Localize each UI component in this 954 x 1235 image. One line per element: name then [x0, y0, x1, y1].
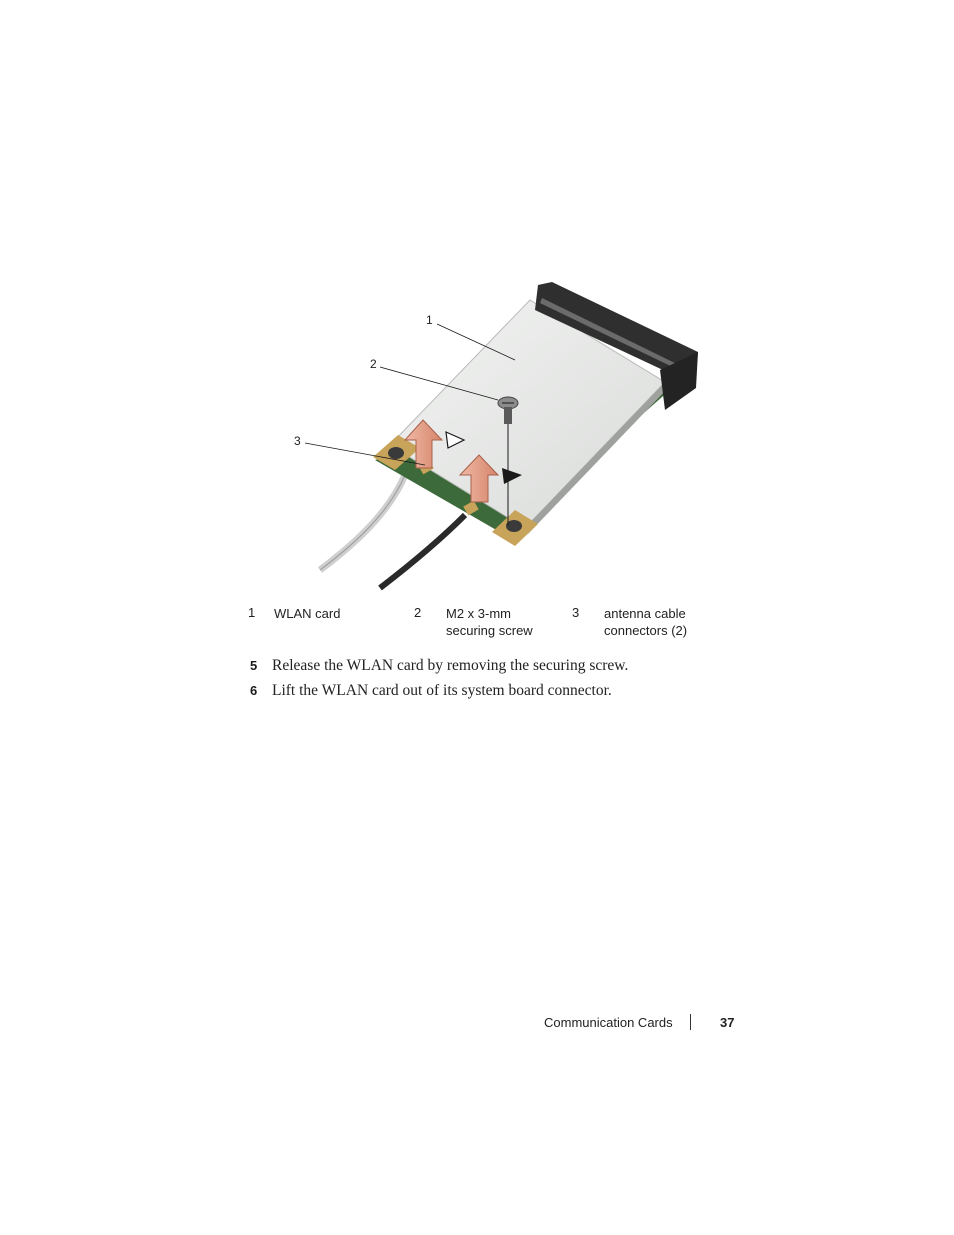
callout-3: 3	[294, 434, 301, 448]
step-text: Lift the WLAN card out of its system board connector.	[272, 682, 612, 699]
step-6	[250, 682, 750, 707]
legend-text-3-line2: connectors (2)	[604, 623, 688, 638]
legend-text-2	[446, 605, 533, 639]
legend-num-3: 3	[572, 605, 580, 620]
screw-shaft	[504, 407, 512, 424]
white-antenna-cable	[320, 475, 405, 570]
procedure-steps	[250, 657, 750, 707]
legend-num-2: 2	[414, 605, 422, 620]
step-5	[250, 657, 750, 682]
callout-1: 1	[426, 313, 433, 327]
wlan-card-drawing	[280, 270, 710, 600]
footer-separator	[690, 1014, 691, 1030]
legend-text-2-line2: securing screw	[446, 623, 533, 638]
legend-text-3-line1: antenna cable	[604, 606, 686, 621]
legend-text-2-line1: M2 x 3-mm	[446, 606, 511, 621]
step-number: 6	[250, 683, 258, 698]
legend-text-1: WLAN card	[274, 606, 341, 621]
page-number: 37	[720, 1015, 735, 1030]
legend-text-3	[604, 605, 687, 639]
footer-section-title: Communication Cards	[544, 1015, 673, 1030]
black-antenna-cable	[380, 515, 465, 588]
wlan-card-illustration	[280, 270, 710, 600]
step-number: 5	[250, 658, 258, 673]
step-text: Release the WLAN card by removing the securing screw.	[272, 657, 629, 674]
callout-2: 2	[370, 357, 377, 371]
legend-num-1: 1	[248, 605, 256, 620]
